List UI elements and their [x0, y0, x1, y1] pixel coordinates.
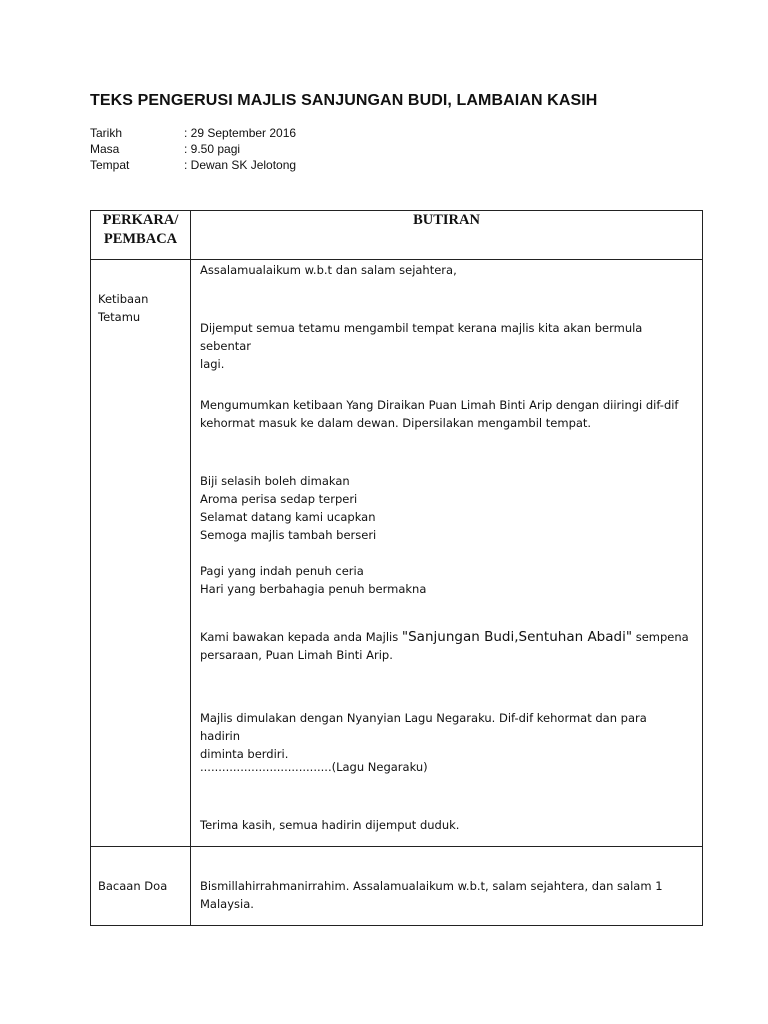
row-content-cell — [191, 847, 703, 926]
paragraph-line: Majlis dimulakan dengan Nyanyian Lagu Negaraku. Dif-dif kehormat dan para hadirin — [200, 711, 647, 743]
paragraph-line: kehormat masuk ke dalam dewan. Dipersilakan mengambil tempat. — [200, 416, 592, 430]
row-content-cell — [191, 260, 703, 847]
meta-row-place — [90, 157, 296, 173]
meta-value: : 29 September 2016 — [184, 126, 297, 140]
header-text: PEMBACA — [103, 231, 178, 247]
pantun-line: Semoga majlis tambah berseri — [200, 528, 377, 542]
pantun-line: Selamat datang kami ucapkan — [200, 510, 376, 524]
closing-text: Terima kasih, semua hadirin dijemput duduk. — [200, 818, 460, 832]
table-row — [91, 847, 703, 926]
paragraph — [200, 877, 690, 913]
pantun-verse — [200, 472, 690, 544]
paragraph — [200, 319, 690, 373]
pantun-line: Hari yang berbahagia penuh bermakna — [200, 582, 427, 596]
table-row — [91, 260, 703, 847]
row-label: Bacaan Doa — [98, 879, 168, 893]
paragraph — [200, 709, 690, 763]
pantun-verse — [200, 562, 690, 598]
event-details — [90, 125, 296, 173]
header-butiran: BUTIRAN — [191, 211, 703, 260]
row-label-text: Ketibaan — [98, 292, 149, 306]
text-span: sempena — [632, 630, 689, 644]
pantun-line: Biji selasih boleh dimakan — [200, 474, 350, 488]
paragraph-line: persaraan, Puan Limah Binti Arip. — [200, 648, 393, 662]
paragraph-line: diminta berdiri. — [200, 747, 289, 761]
pantun-line: Aroma perisa sedap terperi — [200, 492, 358, 506]
table-header-row — [91, 211, 703, 260]
paragraph-line: Mengumumkan ketibaan Yang Diraikan Puan Limah Binti Arip dengan diiringi dif-dif — [200, 398, 679, 412]
row-label-cell — [91, 847, 191, 926]
meta-label: Tarikh — [90, 126, 123, 140]
meta-row-time — [90, 141, 296, 157]
meta-row-date — [90, 125, 296, 141]
document-title: TEKS PENGERUSI MAJLIS SANJUNGAN BUDI, LAMBAIAN KASIH — [90, 92, 598, 109]
meta-value: : 9.50 pagi — [184, 142, 241, 156]
meta-label: Tempat — [90, 158, 130, 172]
row-label-text: Tetamu — [98, 310, 141, 324]
anthem-line: ....................................(Lagu Negaraku) — [200, 760, 428, 774]
paragraph — [200, 396, 690, 432]
paragraph-line: lagi. — [200, 357, 225, 371]
paragraph — [200, 628, 690, 664]
paragraph-line: Dijemput semua tetamu mengambil tempat kerana majlis kita akan bermula sebentar — [200, 321, 643, 353]
paragraph-line: Bismillahirrahmanirrahim. Assalamualaikum w.b.t, salam sejahtera, dan salam 1 — [200, 879, 663, 893]
greeting-text: Assalamualaikum w.b.t dan salam sejahtera, — [200, 263, 457, 277]
text-span: Kami bawakan kepada anda Majlis — [200, 630, 402, 644]
event-name: "Sanjungan Budi,Sentuhan Abadi" — [401, 629, 633, 645]
row-label — [98, 290, 148, 326]
paragraph-line — [200, 628, 690, 646]
meta-value: : Dewan SK Jelotong — [184, 158, 297, 172]
header-perkara — [91, 211, 191, 260]
pantun-line: Pagi yang indah penuh ceria — [200, 564, 364, 578]
meta-label: Masa — [90, 142, 120, 156]
row-label-cell — [91, 260, 191, 847]
header-text: PERKARA/ — [102, 212, 179, 228]
programme-table — [90, 210, 703, 926]
paragraph-line: Malaysia. — [200, 897, 254, 911]
